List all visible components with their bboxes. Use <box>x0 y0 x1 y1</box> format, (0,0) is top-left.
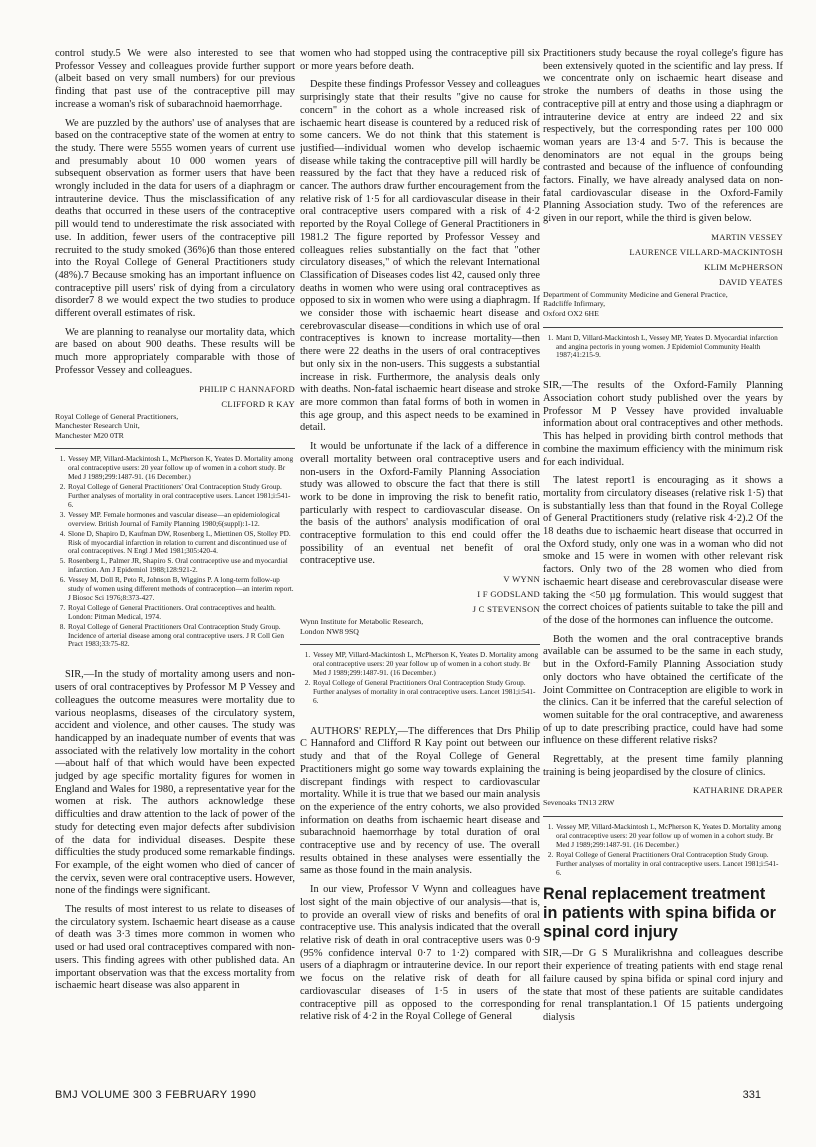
reference-item: 7. Royal College of General Practitioners. Oral contraceptives and health. London: Pitman Medical, 1974. <box>67 604 295 622</box>
paragraph: The results of most interest to us relate to diseases of the circulatory system. Ischaemic heart disease as a cause of death was 3·3 times more common in women who used or had used oral contraceptives compared with non-users. This finding agrees with other published data. An important observation was that the excess mortality from ischaemic heart disease was also apparent in <box>55 904 295 992</box>
paragraph: AUTHORS' REPLY,—The differences that Drs Philip C Hannaford and Clifford R Kay point out between our study and that of the Royal College of General Practitioners might go some way towards explaining the discrepant findings with respect to cardiovascular mortality. While it is true that we based our main analysis on the experience of the entry cohorts, we also provided information on deaths from ischaemic heart disease and subarachnoid haemorrhage by total duration of oral contraceptive use and by recency of use. The overall results obtained in these analyses were essentially the same as those found in the main analysis. <box>300 725 540 877</box>
author-address: Wynn Institute for Metabolic Research, London NW8 9SQ <box>300 617 424 636</box>
paragraph: In our view, Professor V Wynn and colleagues have lost sight of the main objective of our analysis—that is, to provide an overall view of risks and benefits of oral contraceptive use. This analysis indicated that the overall relative risk of death in oral contraceptive users was 0·9 (95% confidence interval 0·7 to 1·2) compared with users of a diaphragm or intrauterine device. In our report we focus on the relative risk of death for all cardiovascular diseases of 1·5 in users of the contraceptive pill as opposed to the corresponding relative risk of 4·2 in the Royal College of General <box>300 884 540 1023</box>
author-signature: J C STEVENSON <box>472 604 540 615</box>
reference-item: 1. Vessey MP, Villard-Mackintosh L, McPherson K, Yeates D. Mortality among oral contraceptive users: 20 year follow up of women in a cohort study. Br Med J 1989;299:1487-91. (16 December.) <box>555 823 783 850</box>
paragraph: SIR,—Dr G S Muralikrishna and colleagues describe their experience of treating patients with end stage renal failure caused by spina bifida or spinal cord injury and state that most of these patients are suitable candidates for renal transplantation.1 Of 15 patients undergoing dialysis <box>543 948 783 1023</box>
journal-footer: BMJ VOLUME 300 3 FEBRUARY 1990 <box>55 1089 257 1101</box>
paragraph: women who had stopped using the contraceptive pill six or more years before death. <box>300 48 540 72</box>
paragraph: The latest report1 is encouraging as it shows a mortality from circulatory diseases (relative risk 1·5) that is substantially less than that found in the Royal College of General Practitioners study (relative risk 4·2).2 Of the 18 deaths due to ischaemic heart disease that occurred in the Oxford study, only one was in a woman who did not smoke and 15 were in women with other relevant risk factors. Only two of the 28 women who died from ischaemic heart disease and cerebrovascular disease were taking the <50 µg formulation. This would suggest that the correct choices of patients suitable to take the pill and of the dose of the hormones can influence the outcome. <box>543 475 783 626</box>
reference-item: 6. Vessey M, Doll R, Peto R, Johnson B, Wiggins P. A long-term follow-up study of women using different methods of contraception—an interim report. J Biosoc Sci 1976;8:373-427. <box>67 576 295 603</box>
author-address: Department of Community Medicine and General Practice, Radcliffe Infirmary, Oxford OX2 6HE <box>543 289 728 319</box>
paragraph: We are planning to reanalyse our mortality data, which are based on about 900 deaths. These results will be much more appropriately comparable with those of Professor Vessey and colleagues. <box>55 326 295 376</box>
author-signature: CLIFFORD R KAY <box>221 398 295 409</box>
author-signature: DAVID YEATES <box>719 276 783 287</box>
author-signature: PHILIP C HANNAFORD <box>199 383 295 394</box>
reference-item: 1. Mant D, Villard-Mackintosh L, Vessey MP, Yeates D. Myocardial infarction and angina pectoris in young women. J Epidemiol Community Health 1987;41:215-9. <box>555 334 783 361</box>
divider <box>55 448 295 449</box>
divider <box>543 327 783 328</box>
column-2 <box>300 48 540 1047</box>
author-signature: I F GODSLAND <box>477 589 540 600</box>
paragraph: Both the women and the oral contraceptive brands available can be assumed to be the same in each study, but in the Oxford-Family Planning Association study only doctors who have obtained the certificate of the Joint Committee on Contraception are eligible to work in the clinics. Can it be inferred that the careful selection of women suitable for the oral contraceptive, and awareness of up to date prescribing practice, could have had some influence on these different relative risks? <box>543 633 783 747</box>
reference-list <box>55 455 295 649</box>
divider <box>300 644 540 645</box>
column-1 <box>55 48 295 1047</box>
section-heading: Renal replacement treatment in patients with spina bifida or spinal cord injury <box>543 885 776 942</box>
reference-item: 2. Royal College of General Practitioners Oral Contraception Study Group. Further analyses of mortality in oral contraceptive users. Lancet 1981;i:541-6. <box>312 679 540 706</box>
author-address: Royal College of General Practitioners, Manchester Research Unit, Manchester M20 0TR <box>55 411 179 440</box>
paragraph: Despite these findings Professor Vessey and colleagues surprisingly state that their results "give no cause for concern" in the cohort as a whole increased risk of ischaemic heart disease is countered by a reduced risk of some cancers. We do not think that this statement is justified—individual women who develop ischaemic disease while taking the contraceptive pill will hardly be reassured by the fact that they have a reduced risk of cancer. The authors draw further encouragement from the relative risk of 1·5 for all cardiovascular disease in their oral contraceptive users compared with a risk of 4·2 reported by the Royal College of General Practitioners in 1981.2 The figure reported by Professor Vessey and colleagues relies substantially on the fact that "other circulatory diseases," of which the relevant International Classification of Diseases codes list 42, caused only three deaths in women who were using oral contraceptives as opposed to six in women who were using a diaphragm. If we consider those with ischaemic heart disease and cerebrovascular disease—conditions in which use of oral contraceptives is known to increase mortality—then there were 22 deaths in the users of oral contraceptives but only six in the non-users. This suggests a substantial increase in risk. Furthermore, the analysis deals only with deaths. Non-fatal ischaemic heart disease and stroke are more common than fatal forms of both in women in this age group, and this aspect needs to be examined in detail. <box>300 79 540 434</box>
paragraph: SIR,—The results of the Oxford-Family Planning Association cohort study published over the years by Professor M P Vessey have provided invaluable information about oral contraceptives and other methods. This has helped in providing birth control methods that combine the maximum efficiency with the minimum risk for each individual. <box>543 380 783 468</box>
author-signature: LAURENCE VILLARD-MACKINTOSH <box>629 246 783 257</box>
column-3 <box>543 48 783 1047</box>
paragraph: It would be unfortunate if the lack of a difference in overall mortality between oral contraceptive users and non-users in the Oxford-Family Planning Association study was allowed to obscure the fact that there is still work to be done in improving the risk to benefit ratio, particularly with respect to cardiovascular disease. On the basis of the authors' analysis modification of oral contraceptive formulation to this end could offer the possibility of an eventual net benefit of oral contraceptive use. <box>300 441 540 567</box>
divider <box>543 816 783 817</box>
paragraph: Practitioners study because the royal college's figure has been extensively quoted in the scientific and lay press. If we concentrate only on ischaemic heart disease and stroke the numbers of deaths in those using the contraceptive pill at entry and those using a diaphragm or intrauterine device at entry are indeed 22 and six respectively, but the corresponding rates per 100 000 woman years are 13·4 and 5·7. This is because the denominators are not equal in the groups being contrasted and because of the influence of confounding factors. Finally, we have already analysed data on non-fatal cardiovascular disease in the Oxford-Family Planning Association study. Two of the references are given in our report, while the third is given below. <box>543 48 783 225</box>
paragraph: control study.5 We were also interested to see that Professor Vessey and colleagues provide further support (albeit based on very small numbers) for our previous finding that past use of the contraceptive pill may increase a woman's risk of subarachnoid haemorrhage. <box>55 48 295 110</box>
reference-item: 8. Royal College of General Practitioners Oral Contraception Study Group. Incidence of arterial disease among oral contraceptive users. J R Coll Gen Pract 1983;33:75-82. <box>67 623 295 650</box>
reference-item: 2. Royal College of General Practitioners Oral Contraception Study Group. Further analyses of mortality in oral contraceptive users. Lancet 1981;i:541-6. <box>555 851 783 878</box>
reference-item: 1. Vessey MP, Villard-Mackintosh L, McPherson K, Yeates D. Mortality among oral contraceptive users: 20 year follow up of women in a cohort study. Br Med J 1989;299:1487-91. (16 December.) <box>67 455 295 482</box>
page-number: 331 <box>742 1089 761 1101</box>
paragraph: SIR,—In the study of mortality among users and non-users of oral contraceptives by Professor M P Vessey and colleagues the outcome measures were mortality due to various neoplasms, diseases of the circulatory system, accident and violence, and other causes. The study was handicapped by an inadequate number of events that was associated with the relatively low mortality in the cohort—about half of that which would have been expected judged by age specific mortality figures for women in England and Wales for 1980, a representative year for the women at risk. The authors acknowledge these difficulties and draw attention to the lack of power of the study for detecting even major defects after subdivision of the data for individual diseases. Despite these difficulties the study produced some remarkable findings. For example, of the eight women who died of cancer of the cervix, seven were oral contraceptive users. However, none of the findings were significant. <box>55 669 295 897</box>
paragraph: We are puzzled by the authors' use of analyses that are based on the contraceptive state of the women at entry to the study. There were 5555 women years of current use and presumably about 10 000 women years of subsequent observation as former users that have been wrongly included in the data for users of a diaphragm or intrauterine device. Thus the misclassification of any deaths that occurred in these users of the contraceptive pill would tend to underestimate the risk associated with use. In addition, fewer users of the contraceptive pill recruited to the study smoked (36%)6 than those entered into the Royal College of General Practitioners study (48%).7 Because smoking has an important influence on contraceptive pill users' risk of dying from a circulatory disorder7 8 we would expect the two studies to produce different overall estimates of risk. <box>55 117 295 320</box>
reference-item: 1. Vessey MP, Villard-Mackintosh L, McPherson K, Yeates D. Mortality among oral contraceptive users: 20 year follow up of women in a cohort study. Br Med J 1989;299:1487-91. (16 December.) <box>312 651 540 678</box>
author-signature: V WYNN <box>503 574 540 585</box>
reference-item: 4. Slone D, Shapiro D, Kaufman DW, Rosenberg L, Miettinen OS, Stolley PD. Risk of myocardial infarction in relation to current and discontinued use of oral contraceptives. N Engl J Med 1981;305:420-4. <box>67 530 295 557</box>
author-address: Sevenoaks TN13 2RW <box>543 798 615 808</box>
reference-item: 3. Vessey MP. Female hormones and vascular disease—an epidemiological overview. British Journal of Family Planning 1980;6(suppl):1-12. <box>67 511 295 529</box>
author-signature: MARTIN VESSEY <box>711 231 783 242</box>
reference-item: 2. Royal College of General Practitioners' Oral Contraception Study Group. Further analyses of mortality in oral contraceptive users. Lancet 1981;i:541-6. <box>67 483 295 510</box>
reference-list <box>300 651 540 705</box>
reference-list <box>543 334 783 361</box>
paragraph: Regrettably, at the present time family planning training is being jeopardised by the closure of clinics. <box>543 754 783 778</box>
reference-list <box>543 823 783 877</box>
author-signature: KATHARINE DRAPER <box>692 785 783 796</box>
author-signature: KLIM McPHERSON <box>704 261 783 272</box>
reference-item: 5. Rosenberg L, Palmer JR, Shapiro S. Oral contraceptive use and myocardial infarction. Am J Epidemiol 1988;128:921-2. <box>67 557 295 575</box>
